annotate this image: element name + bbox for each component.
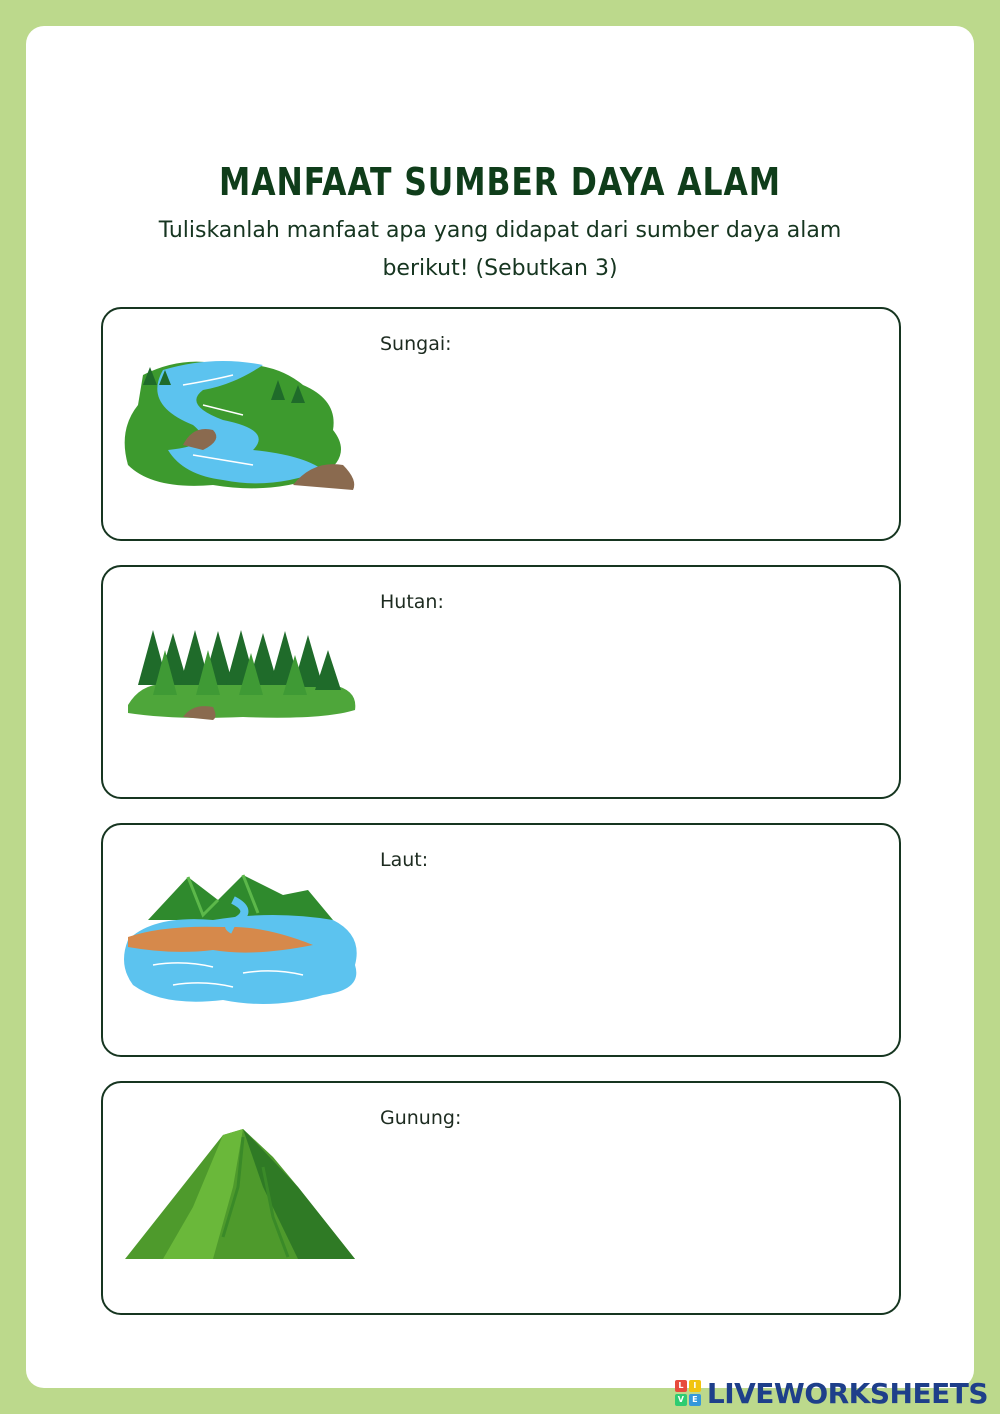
item-label: Hutan: <box>380 591 444 613</box>
liveworksheets-logo[interactable] <box>675 1376 988 1410</box>
logo-block: I <box>689 1380 701 1392</box>
answer-card-sungai <box>101 307 901 541</box>
mountain-illustration-icon <box>123 1127 363 1262</box>
answer-card-hutan <box>101 565 901 799</box>
answer-field-sungai[interactable] <box>380 369 870 519</box>
logo-block: E <box>689 1394 701 1406</box>
item-label: Sungai: <box>380 333 452 355</box>
forest-illustration-icon <box>123 625 363 725</box>
answer-field-hutan[interactable] <box>380 627 870 777</box>
sea-illustration-icon <box>123 865 363 1010</box>
item-label: Laut: <box>380 849 429 871</box>
answer-field-laut[interactable] <box>380 885 870 1035</box>
logo-block: L <box>675 1380 687 1392</box>
logo-block: V <box>675 1394 687 1406</box>
river-illustration-icon <box>123 345 363 495</box>
item-label: Gunung: <box>380 1107 462 1129</box>
worksheet-title: MANFAAT SUMBER DAYA ALAM <box>219 160 781 204</box>
logo-blocks-icon <box>675 1380 701 1406</box>
worksheet-instruction: Tuliskanlah manfaat apa yang didapat dari sumber daya alam berikut! (Sebutkan 3) <box>158 218 842 281</box>
answer-field-gunung[interactable] <box>380 1143 870 1293</box>
answer-card-gunung <box>101 1081 901 1315</box>
logo-text: LIVEWORKSHEETS <box>706 1376 988 1410</box>
answer-card-laut <box>101 823 901 1057</box>
